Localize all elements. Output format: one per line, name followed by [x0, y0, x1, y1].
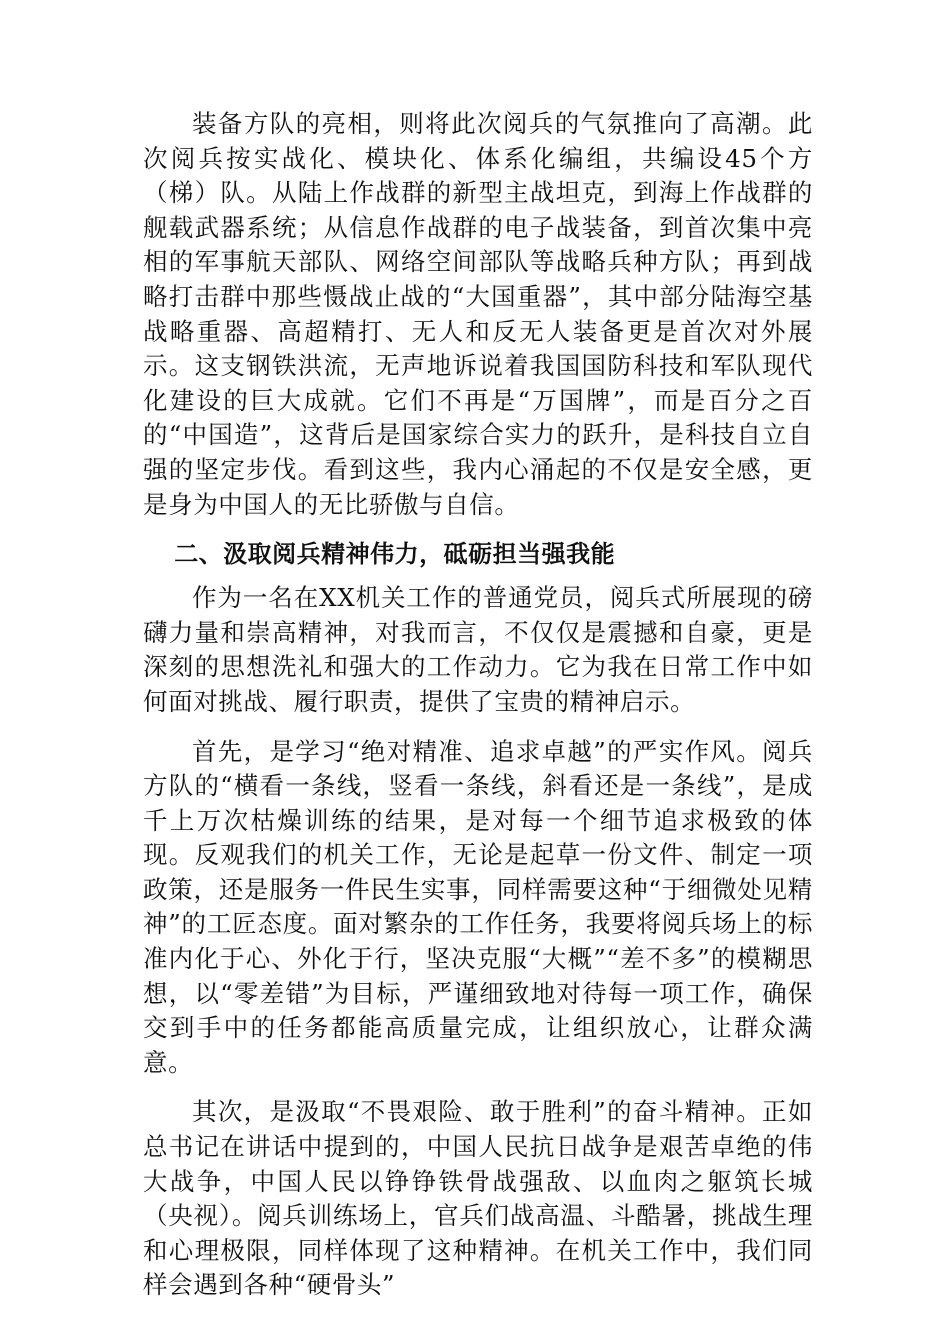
paragraph-equipment-formations: 装备方队的亮相，则将此次阅兵的气氛推向了高潮。此次阅兵按实战化、模块化、体系化编组，共编设45个方（梯）队。从陆上作战群的新型主战坦克，到海上作战群的舰载武器系统；从信息作战群的电子战装备，到首次集中亮相的军事航天部队、网络空间部队等战略兵种方队；再到战略打击群中那些慑战止战的“大国重器”，其中部分陆海空基战略重器、高超精打、无人和反无人装备更是首次对外展示。这支钢铁洪流，无声地诉说着我国国防科技和军队现代化建设的巨大成就。它们不再是“万国牌”，而是百分之百的“中国造”，这背后是国家综合实力的跃升，是科技自立自强的坚定步伐。看到这些，我内心涌起的不仅是安全感，更是身为中国人的无比骄傲与自信。	[143, 109, 813, 519]
document-body	[143, 107, 813, 1318]
paragraph-party-member: 作为一名在XX机关工作的普通党员，阅兵式所展现的磅礴力量和崇高精神，对我而言，不仅仅是震撼和自豪，更是深刻的思想洗礼和强大的工作动力。它为我在日常工作中如何面对挑战、履行职责，提供了宝贵的精神启示。	[143, 583, 813, 716]
paragraph-second-struggle: 其次，是汲取“不畏艰险、敢于胜利”的奋斗精神。正如总书记在讲话中提到的，中国人民抗日战争是艰苦卓绝的伟大战争，中国人民以铮铮铁骨战强敌、以血肉之躯筑长城（央视）。阅兵训练场上，官兵们战高温、斗酷暑，挑战生理和心理极限，同样体现了这种精神。在机关工作中，我们同样会遇到各种“硬骨头”	[143, 1097, 813, 1300]
paragraph-first-precision: 首先，是学习“绝对精准、追求卓越”的严实作风。阅兵方队的“横看一条线，竖看一条线，斜看还是一条线”，是成千上万次枯燥训练的结果，是对每一个细节追求极致的体现。反观我们的机关工作，无论是起草一份文件、制定一项政策，还是服务一件民生实事，同样需要这种“于细微处见精神”的工匠态度。面对繁杂的工作任务，我要将阅兵场上的标准内化于心、外化于行，坚决克服“大概”“差不多”的模糊思想，以“零差错”为目标，严谨细致地对待每一项工作，确保交到手中的任务都能高质量完成，让组织放心，让群众满意。	[143, 736, 813, 1077]
section-heading: 二、汲取阅兵精神伟力，砥砺担当强我能	[174, 540, 616, 569]
